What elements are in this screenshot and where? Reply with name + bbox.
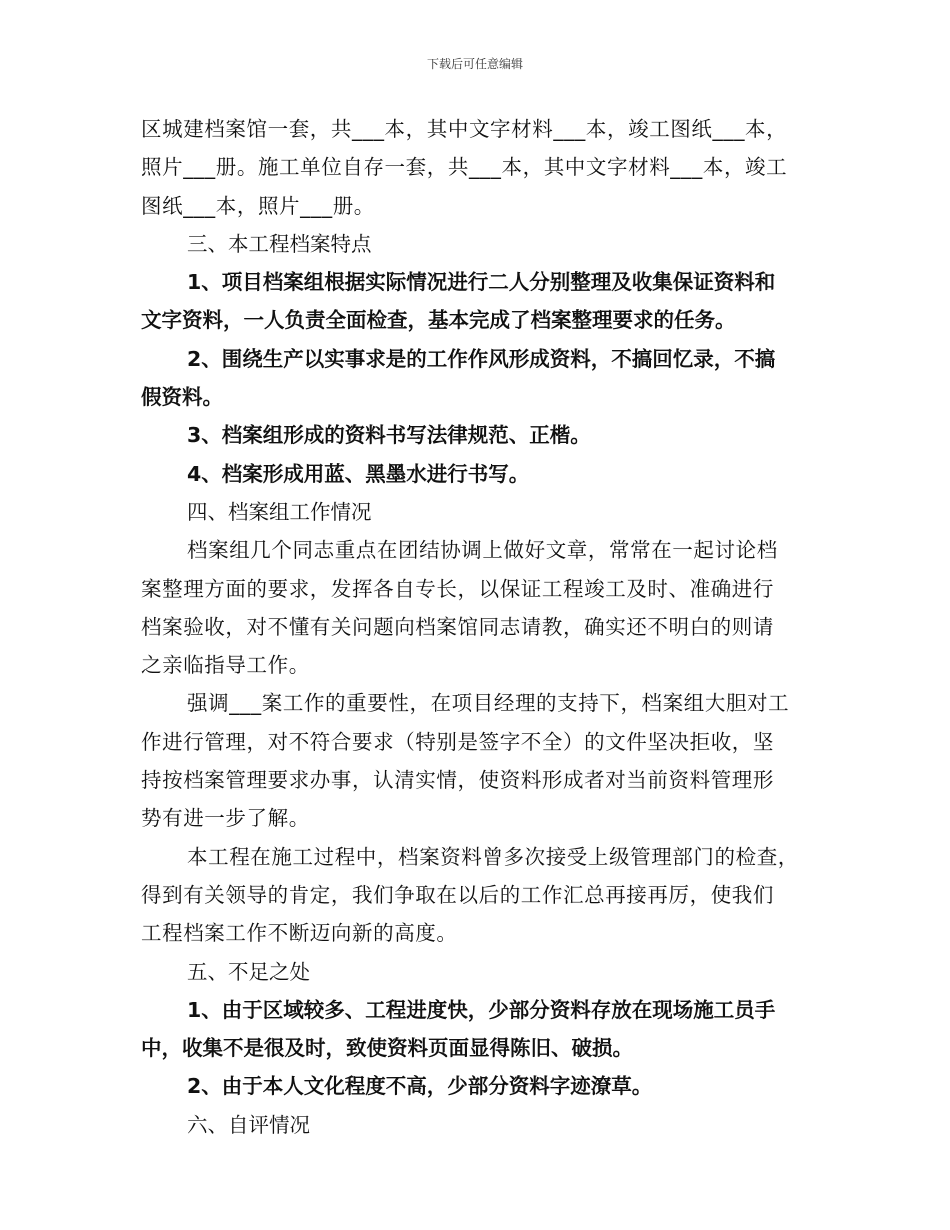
- body-line: 档案组几个同志重点在团结协调上做好文章，常常在一起讨论档: [187, 538, 778, 563]
- body-line: 区城建档案馆一套，共___本，其中文字材料___本，竣工图纸___本，: [141, 117, 788, 141]
- section-heading: 五、不足之处: [187, 959, 310, 984]
- section-heading: 三、本工程档案特点: [187, 231, 372, 256]
- body-line: 1、项目档案组根据实际情况进行二人分别整理及收集保证资料和: [187, 270, 776, 295]
- section-heading: 六、自评情况: [187, 1112, 310, 1137]
- body-line: 1、由于区域较多、工程进度快，少部分资料存放在现场施工员手: [187, 997, 776, 1022]
- body-line: 持按档案管理要求办事，认清实情，使资料形成者对当前资料管理形: [141, 768, 774, 793]
- body-line: 强调___案工作的重要性，在项目经理的支持下，档案组大胆对工: [187, 691, 790, 716]
- body-line: 图纸___本，照片___册。: [141, 193, 375, 218]
- page-header: 下载后可任意编辑: [426, 57, 523, 71]
- document-body: [141, 110, 811, 1144]
- body-line: 本工程在施工过程中，档案资料曾多次接受上级管理部门的检查，: [187, 844, 799, 869]
- body-line: 4、档案形成用蓝、黑墨水进行书写。: [187, 461, 530, 486]
- body-line: 案整理方面的要求，发挥各自专长，以保证工程竣工及时、准确进行: [141, 576, 774, 601]
- body-line: 2、围绕生产以实事求是的工作作风形成资料，不搞回忆录，不搞: [187, 346, 776, 371]
- body-line: 之亲临指导工作。: [141, 653, 310, 678]
- body-line: 势有进一步了解。: [141, 806, 310, 831]
- body-line: 3、档案组形成的资料书写法律规范、正楷。: [187, 423, 591, 448]
- body-line: 中，收集不是很及时，致使资料页面显得陈旧、破损。: [141, 1036, 633, 1061]
- body-line: 2、由于本人文化程度不高，少部分资料字迹潦草。: [187, 1074, 653, 1099]
- body-line: 档案验收，对不懂有关问题向档案馆同志请教，确实还不明白的则请: [141, 614, 774, 639]
- body-line: 工程档案工作不断迈向新的高度。: [141, 921, 458, 946]
- body-line: 假资料。: [141, 385, 223, 410]
- body-line: 得到有关领导的肯定，我们争取在以后的工作汇总再接再厉，使我们: [141, 882, 774, 907]
- body-line: 文字资料，一人负责全面检查，基本完成了档案整理要求的任务。: [141, 308, 736, 333]
- body-line: 作进行管理，对不符合要求（特别是签字不全）的文件坚决拒收，坚: [141, 729, 774, 754]
- section-heading: 四、档案组工作情况: [187, 499, 372, 524]
- body-line: 照片___册。施工单位自存一套，共___本，其中文字材料___本，竣工: [141, 155, 788, 180]
